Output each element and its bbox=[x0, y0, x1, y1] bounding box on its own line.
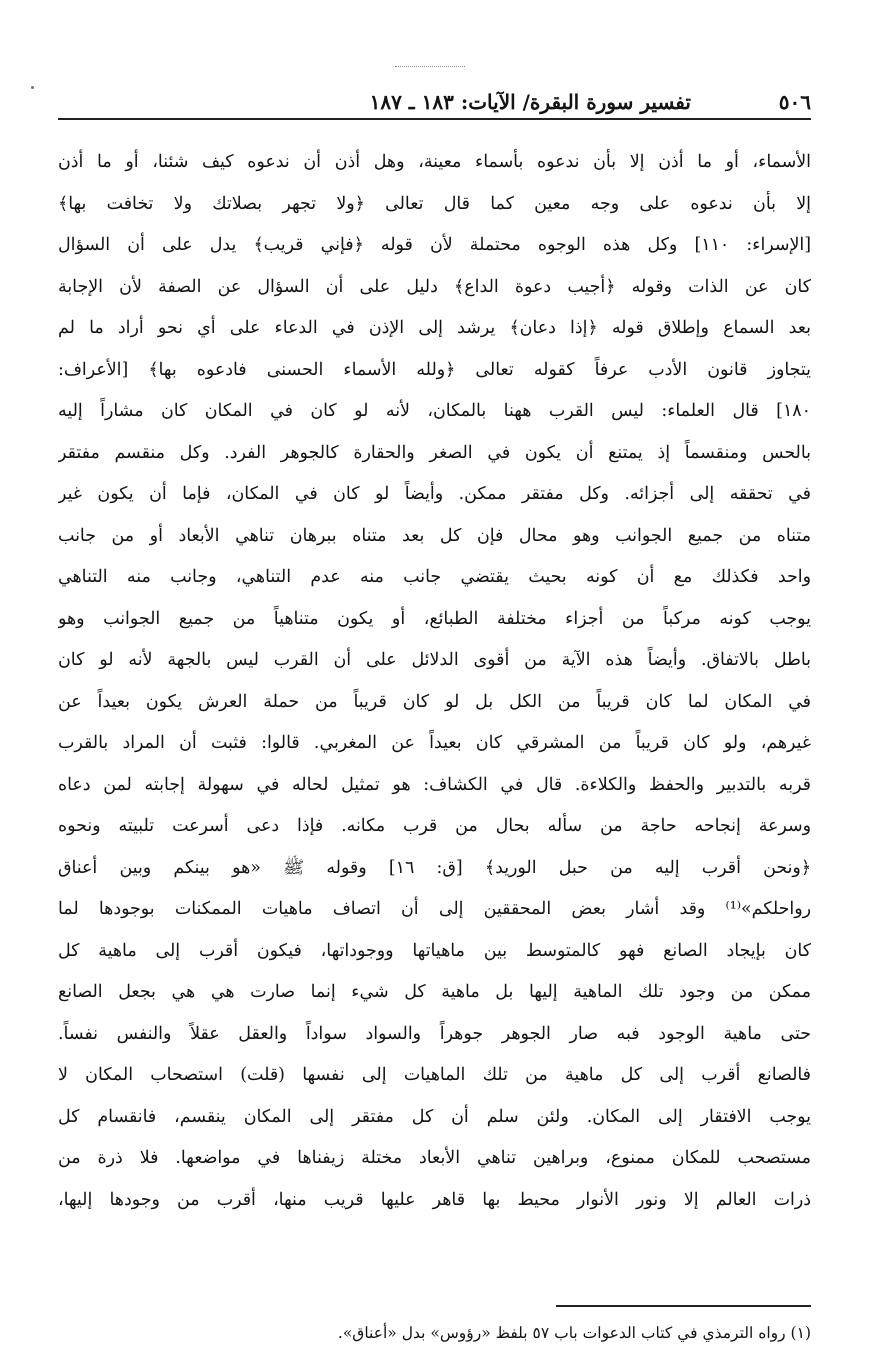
text-line: قربه بالتدبير والحفظ والكلاءة. قال في الكشاف: هو تمثيل لحاله في سهولة إجابته لمن دعاه bbox=[58, 774, 811, 795]
text-line: باطل بالاتفاق. وأيضاً هذه الآية من أقوى الدلائل على أن القرب ليس بالجهة لأنه لو كان bbox=[58, 650, 811, 670]
text-line: كان بإيجاد الصانع فهو كالمتوسط بين ماهياتها ووجوداتها، فيكون أقرب إلى ماهية كل bbox=[58, 940, 811, 961]
text-line: مستصحب للمكان ممنوع، وبراهين تناهي الأبعاد مختلة زيفناها في مواضعها. فلا ذرة من bbox=[58, 1148, 811, 1168]
page-number: ٥٠٦ bbox=[778, 90, 811, 114]
running-title: تفسير سورة البقرة/ الآيات: ١٨٣ ـ ١٨٧ bbox=[369, 90, 691, 114]
footnote-rule bbox=[556, 1305, 811, 1307]
scan-speck bbox=[31, 86, 34, 89]
text-line: ممكن من وجود تلك الماهية إليها بل ماهية كل شيء إنما صارت هي هي بجعل الصانع bbox=[58, 982, 811, 1002]
text-line: بالحس ومنقسماً إذ يمتنع أن يكون في الصغر والحقارة كالجوهر الفرد. وكل منقسم مفتقر bbox=[58, 442, 811, 463]
text-line: بعد السماع وإطلاق قوله ﴿إذا دعان﴾ يرشد إلى الإذن في الدعاء على أي نحو أراد ما لم bbox=[58, 318, 811, 338]
text-line: متناه من جميع الجوانب وهو محال فإن كل بعد متناه ببرهان تناهي الأبعاد أو من جانب bbox=[58, 525, 811, 546]
body-text bbox=[58, 142, 811, 1221]
text-line: يوجب كونه مركباً من أجزاء مختلفة الطبائع، أو يكون متناهياً من جميع الجوانب وهو bbox=[58, 608, 811, 629]
text-line: ١٨٠] قال العلماء: ليس القرب ههنا بالمكان، لأنه لو كان في المكان كان مشاراً إليه bbox=[58, 401, 811, 421]
text-line: ذرات العالم إلا ونور الأنوار محيط بها قاهر عليها قريب منها، أقرب من وجودها إليها، bbox=[58, 1189, 811, 1210]
footnote: (١) رواه الترمذي في كتاب الدعوات باب ٥٧ بلفظ «رؤوس» بدل «أعناق». bbox=[337, 1324, 811, 1342]
text-line: [الإسراء: ١١٠] وكل هذه الوجوه محتملة لأن قوله ﴿فإني قريب﴾ يدل على أن السؤال bbox=[58, 235, 811, 255]
text-line: الأسماء، أو ما أذن إلا بأن ندعوه بأسماء معينة، وهل أذن أن ندعوه كيف شئنا، أو ما أذن bbox=[58, 152, 811, 172]
text-line: يوجب الافتقار إلى المكان. ولئن سلم أن كل مفتقر إلى المكان ينقسم، فانقسام كل bbox=[58, 1106, 811, 1127]
text-line: كان عن الذات وقوله ﴿أجيب دعوة الداع﴾ دليل على أن السؤال عن الصفة لأن الإجابة bbox=[58, 276, 811, 297]
text-line: واحد فكذلك مع أن كونه بحيث يقتضي جانب منه عدم التناهي، وجانب منه التناهي bbox=[58, 567, 811, 587]
header-dotted-mark bbox=[395, 66, 465, 67]
text-line: حتى ماهية الوجود فبه صار الجوهر جوهراً والسواد سواداً والعقل عقلاً والنفس نفساً. bbox=[58, 1023, 811, 1044]
text-line: إلا بأن ندعوه على وجه معين كما قال تعالى ﴿ولا تجهر بصلاتك ولا تخافت بها﴾ bbox=[58, 193, 811, 214]
text-line: في المكان لما كان قريباً من الكل بل لو كان قريباً من حملة العرش يكون بعيداً عن bbox=[58, 691, 811, 712]
text-line: ﴿ونحن أقرب إليه من حبل الوريد﴾ [ق: ١٦] وقوله ﷺ «هو بينكم وبين أعناق bbox=[58, 857, 811, 878]
text-line: رواحلكم»⁽¹⁾ وقد أشار بعض المحققين إلى أن اتصاف ماهيات الممكنات بوجودها لما bbox=[58, 899, 811, 919]
text-line: فالصانع أقرب إلى كل ماهية من تلك الماهيات إلى نفسها (قلت) استصحاب المكان لا bbox=[58, 1065, 811, 1085]
text-line: يتجاوز قانون الأدب عرفاً كقوله تعالى ﴿ولله الأسماء الحسنى فادعوه بها﴾ [الأعراف: bbox=[58, 359, 811, 380]
header-rule bbox=[58, 118, 811, 120]
text-line: غيرهم، ولو كان قريباً من المشرقي كان بعيداً عن المغربي. قالوا: فثبت أن المراد بالقرب bbox=[58, 733, 811, 753]
page-header bbox=[58, 66, 811, 120]
text-line: وسرعة إنجاحه حاجة من سأله بحال من قرب مكانه. فإذا دعى أسرعت تلبيته ونحوه bbox=[58, 816, 811, 836]
text-line: في تحققه إلى أجزائه. وكل مفتقر ممكن. وأيضاً لو كان في المكان، فإما أن يكون غير bbox=[58, 484, 811, 504]
